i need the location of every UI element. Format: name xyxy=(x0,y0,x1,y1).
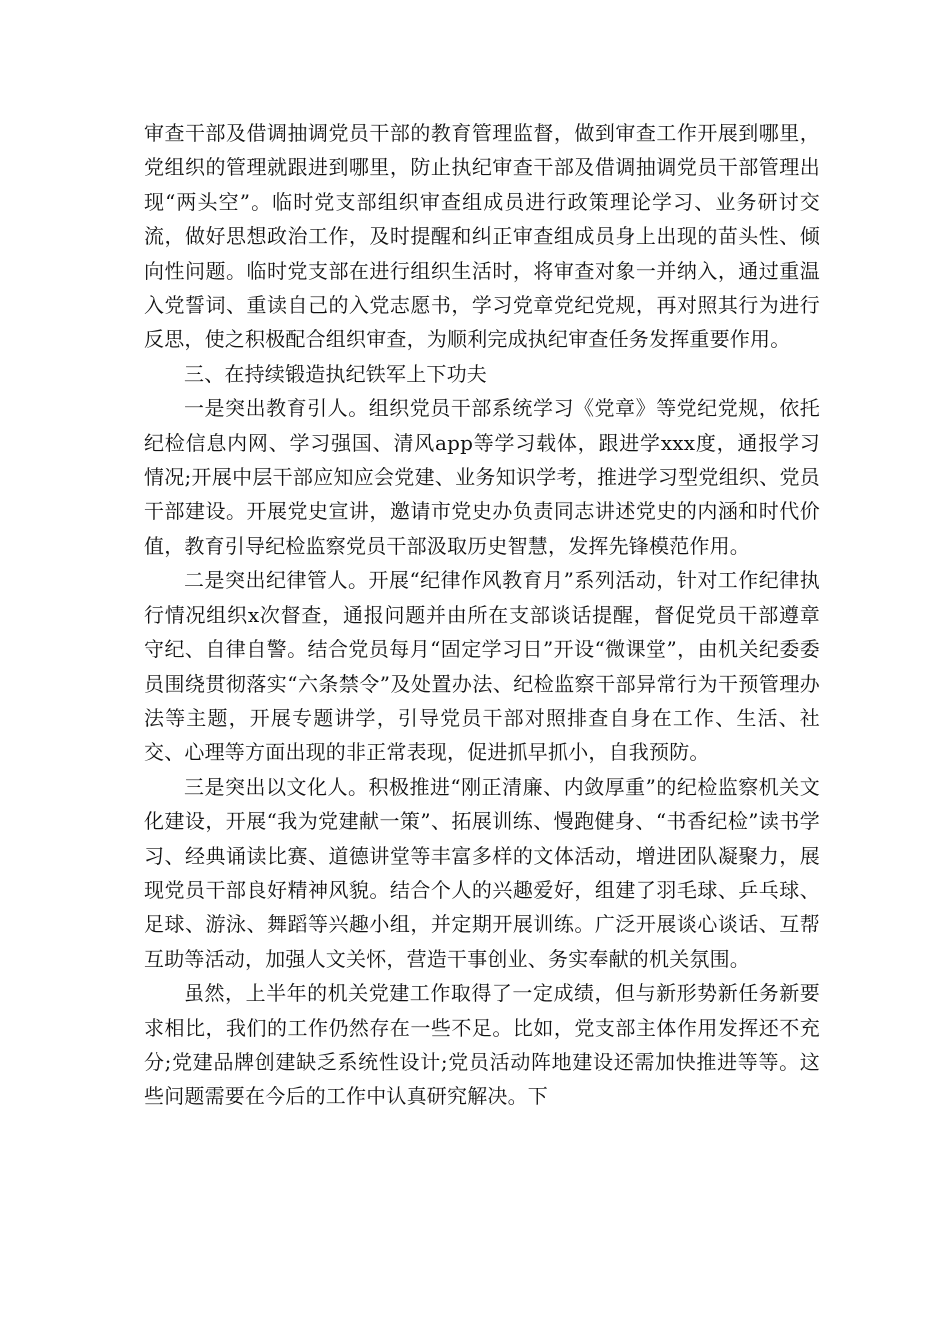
paragraph-culture: 三是突出以文化人。积极推进“刚正清廉、内敛厚重”的纪检监察机关文化建设，开展“我为党建献一策”、拓展训练、慢跑健身、“书香纪检”读书学习、经典诵读比赛、道德讲堂等丰富多样的文体活动，增进团队凝聚力，展现党员干部良好精神风貌。结合个人的兴趣爱好，组建了羽毛球、乒乓球、足球、游泳、舞蹈等兴趣小组，并定期开展训练。广泛开展谈心谈话、互帮互助等活动，加强人文关怀，营造干事创业、务实奉献的机关氛围。 xyxy=(144,774,820,971)
paragraph-continuation: 审查干部及借调抽调党员干部的教育管理监督，做到审查工作开展到哪里，党组织的管理就跟进到哪里，防止执纪审查干部及借调抽调党员干部管理出现“两头空”。临时党支部组织审查组成员进行政策理论学习、业务研讨交流，做好思想政治工作，及时提醒和纠正审查组成员身上出现的苗头性、倾向性问题。临时党支部在进行组织生活时，将审查对象一并纳入，通过重温入党誓词、重读自己的入党志愿书，学习党章党纪党规，再对照其行为进行反思，使之积极配合组织审查，为顺利完成执纪审查任务发挥重要作用。 xyxy=(144,121,820,352)
paragraph-shortcomings: 虽然，上半年的机关党建工作取得了一定成绩，但与新形势新任务新要求相比，我们的工作仍然存在一些不足。比如，党支部主体作用发挥还不充分;党建品牌创建缺乏系统性设计;党员活动阵地建设还需加快推进等等。这些问题需要在今后的工作中认真研究解决。下 xyxy=(144,981,820,1109)
paragraph-discipline: 二是突出纪律管人。开展“纪律作风教育月”系列活动，针对工作纪律执行情况组织x次督查，通报问题并由所在支部谈话提醒，督促党员干部遵章守纪、自律自警。结合党员每月“固定学习日”开设“微课堂”，由机关纪委委员围绕贯彻落实“六条禁令”及处置办法、纪检监察干部异常行为干预管理办法等主题，开展专题讲学，引导党员干部对照排查自身在工作、生活、社交、心理等方面出现的非正常表现，促进抓早抓小，自我预防。 xyxy=(144,568,820,765)
document-body xyxy=(144,116,820,1114)
paragraph-education: 一是突出教育引人。组织党员干部系统学习《党章》等党纪党规，依托纪检信息内网、学习强国、清风app等学习载体，跟进学xxx度，通报学习情况;开展中层干部应知应会党建、业务知识学考，推进学习型党组织、党员干部建设。开展党史宣讲，邀请市党史办负责同志讲述党史的内涵和时代价值，教育引导纪检监察党员干部汲取历史智慧，发挥先锋模范作用。 xyxy=(144,396,820,558)
section-heading: 三、在持续锻造执纪铁军上下功夫 xyxy=(184,361,487,386)
